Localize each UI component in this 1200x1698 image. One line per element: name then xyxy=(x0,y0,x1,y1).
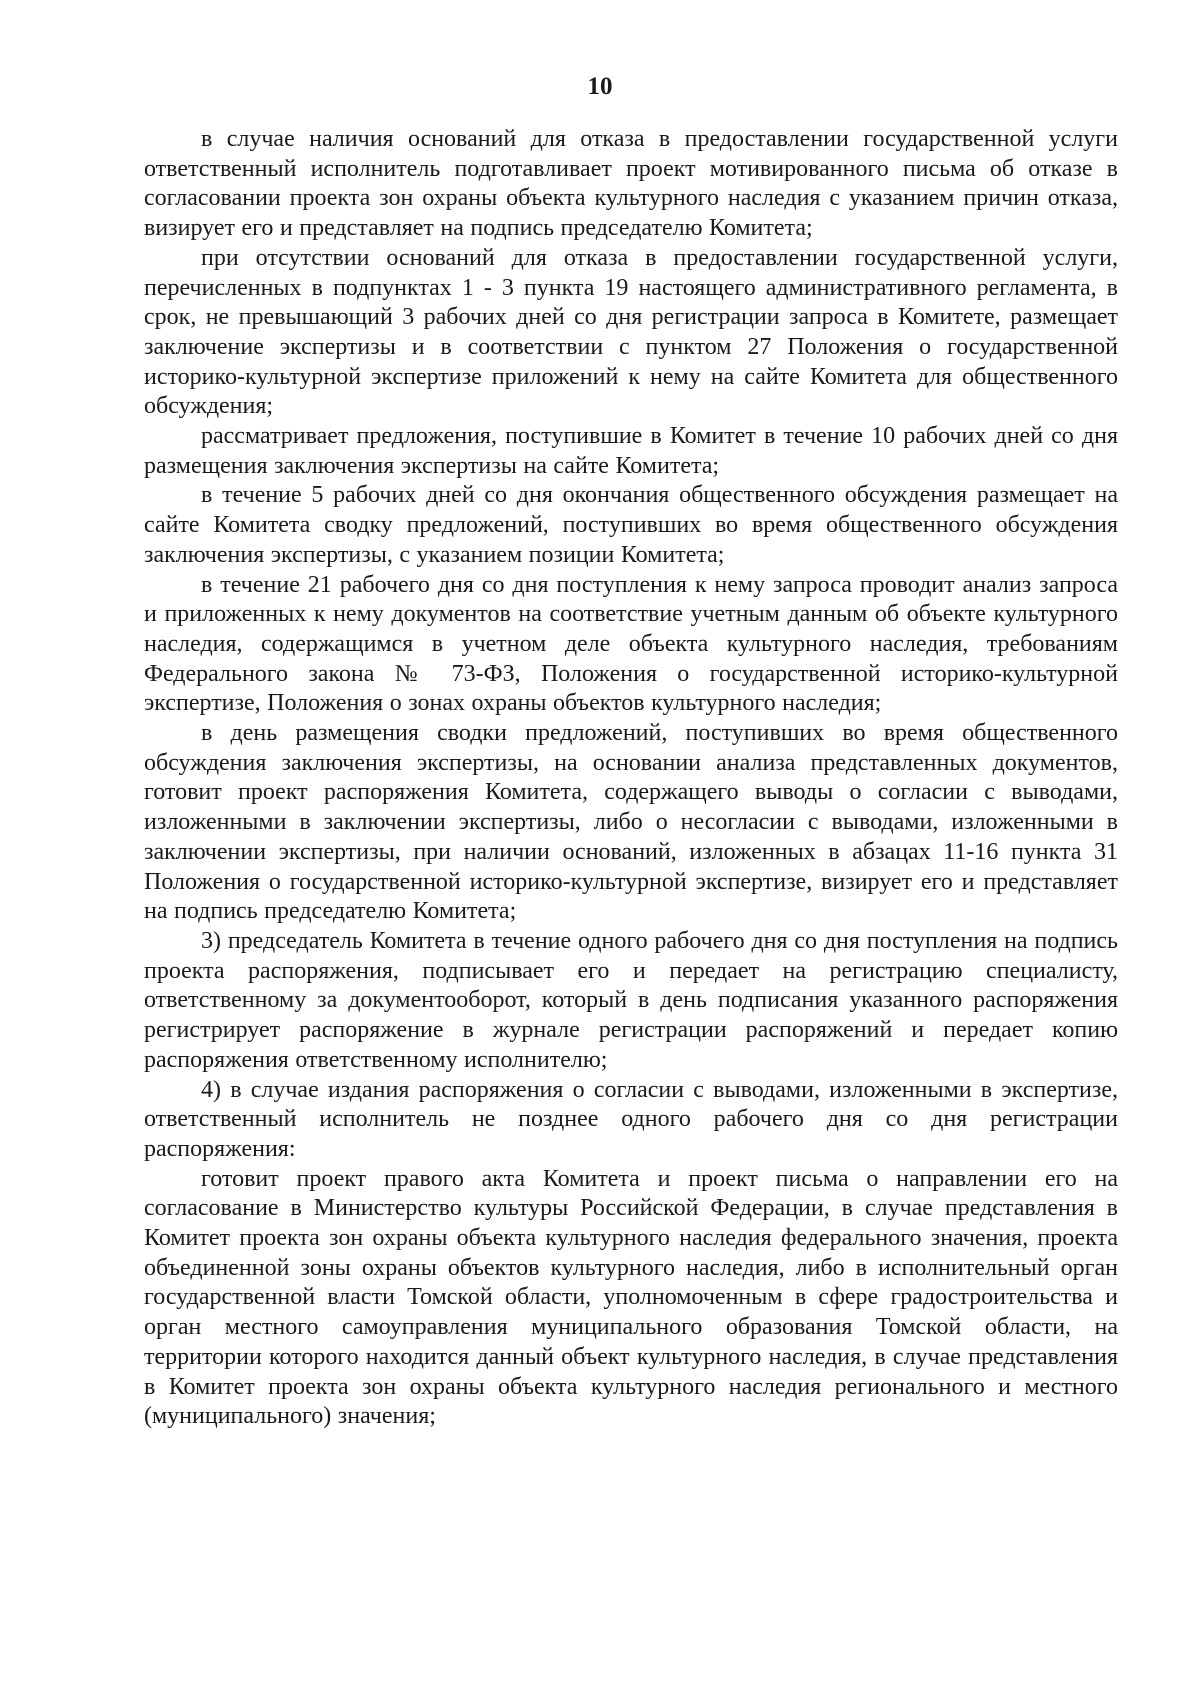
paragraph: в день размещения сводки предложений, поступивших во время общественного обсуждения заключения экспертизы, на основании анализа представленных документов, готовит проект распоряжения Комитета, содержащего выводы о согласии с выводами, изложенными в заключении экспертизы, либо о несогласии с выводами, изложенными в заключении экспертизы, при наличии оснований, изложенных в абзацах 11-16 пункта 31 Положения о государственной историко-культурной экспертизе, визирует его и представляет на подпись председателю Комитета; xyxy=(144,720,1118,925)
paragraph: рассматривает предложения, поступившие в Комитет в течение 10 рабочих дней со дня размещения заключения экспертизы на сайте Комитета; xyxy=(144,423,1118,479)
paragraph: в течение 5 рабочих дней со дня окончания общественного обсуждения размещает на сайте Комитета сводку предложений, поступивших во время общественного обсуждения заключения экспертизы, с указанием позиции Комитета; xyxy=(144,482,1118,568)
page-number: 10 xyxy=(587,73,613,100)
paragraph: в случае наличия оснований для отказа в предоставлении государственной услуги ответственный исполнитель подготавливает проект мотивированного письма об отказе в согласовании проекта зон охраны объекта культурного наследия с указанием причин отказа, визирует его и представляет на подпись председателю Комитета; xyxy=(144,126,1118,242)
paragraph: в течение 21 рабочего дня со дня поступления к нему запроса проводит анализ запроса и приложенных к нему документов на соответствие учетным данным об объекте культурного наследия, содержащимся в учетном деле объекта культурного наследия, требованиям Федерального закона № 73-ФЗ, Положения о государственной историко-культурной экспертизе, Положения о зонах охраны объектов культурного наследия; xyxy=(144,571,1118,717)
document-body xyxy=(144,125,1118,1432)
paragraph: готовит проект правого акта Комитета и проект письма о направлении его на согласование в Министерство культуры Российской Федерации, в случае представления в Комитет проекта зон охраны объекта культурного наследия федерального значения, проекта объединенной зоны охраны объектов культурного наследия, либо в исполнительный орган государственной власти Томской области, уполномоченным в сфере градостроительства и орган местного самоуправления муниципального образования Томской области, на территории которого находится данный объект культурного наследия, в случае представления в Комитет проекта зон охраны объекта культурного наследия регионального и местного (муниципального) значения; xyxy=(144,1165,1118,1430)
paragraph: 4) в случае издания распоряжения о согласии с выводами, изложенными в экспертизе, ответственный исполнитель не позднее одного рабочего дня со дня регистрации распоряжения: xyxy=(144,1076,1118,1162)
paragraph: 3) председатель Комитета в течение одного рабочего дня со дня поступления на подпись проекта распоряжения, подписывает его и передает на регистрацию специалисту, ответственному за документооборот, который в день подписания указанного распоряжения регистрирует распоряжение в журнале регистрации распоряжений и передает копию распоряжения ответственному исполнителю; xyxy=(144,927,1118,1073)
paragraph: при отсутствии оснований для отказа в предоставлении государственной услуги, перечисленных в подпунктах 1 - 3 пункта 19 настоящего административного регламента, в срок, не превышающий 3 рабочих дней со дня регистрации запроса в Комитете, размещает заключение экспертизы и в соответствии с пунктом 27 Положения о государственной историко-культурной экспертизе приложений к нему на сайте Комитета для общественного обсуждения; xyxy=(144,244,1118,420)
